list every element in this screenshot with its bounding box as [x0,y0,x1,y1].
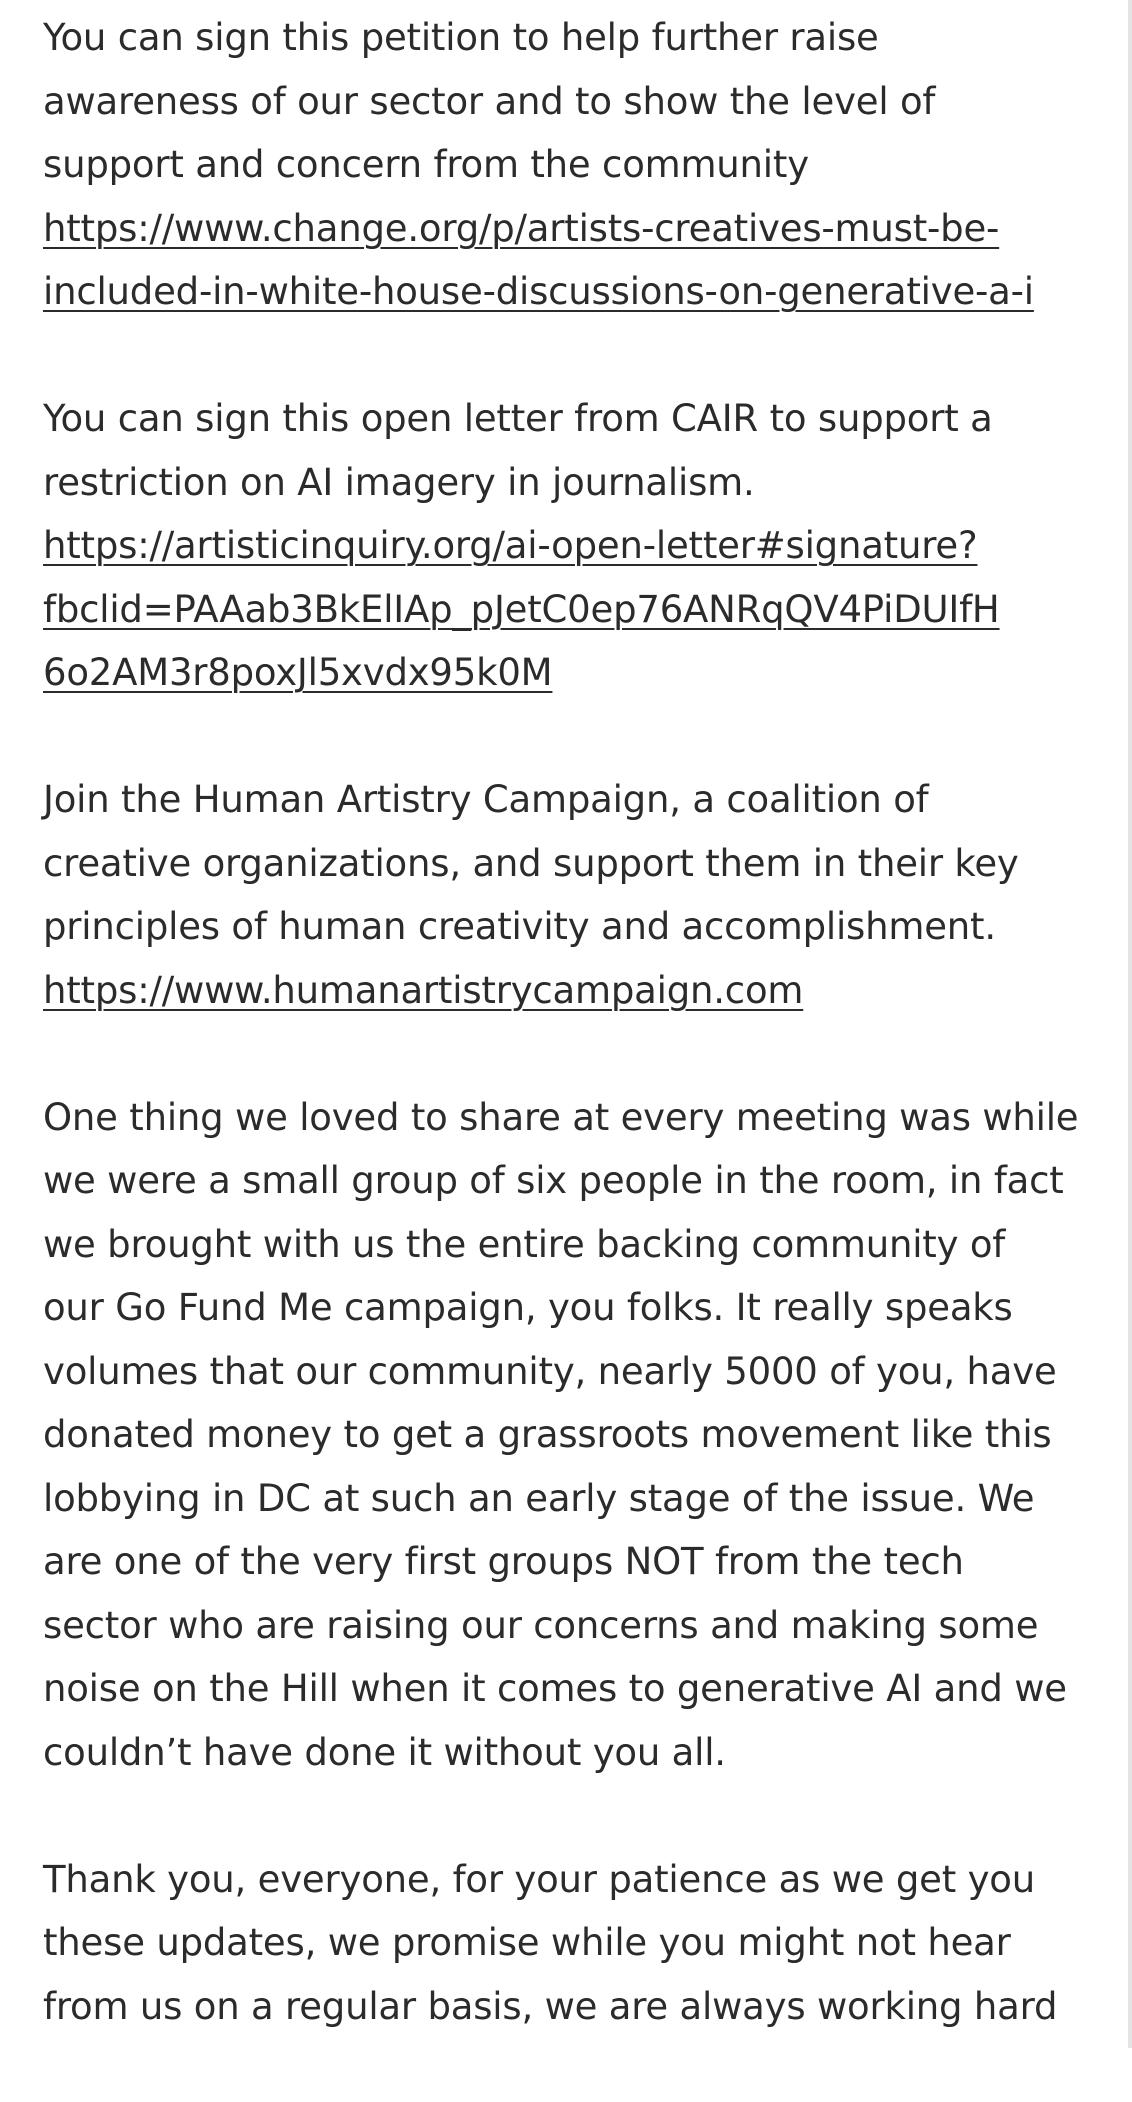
open-letter-paragraph [43,387,1123,705]
campaign-text-line: principles of human creativity and accomplishment. [43,905,996,948]
campaign-paragraph [43,768,1123,1022]
petition-link[interactable] [43,197,1123,324]
community-text-line: volumes that our community, nearly 5000 of you, have [43,1349,1057,1393]
community-text-line: are one of the very first groups NOT from the tech [43,1540,964,1583]
article-body [43,6,1123,2102]
community-text-line: couldn’t have done it without you all. [43,1730,726,1774]
thanks-text-line: Thank you, everyone, for your patience as we get you [43,1857,1035,1901]
thanks-text-line: from us on a regular basis, we are always working hard [43,1984,1058,2028]
thanks-paragraph [43,1848,1123,2039]
petition-text-line: You can sign this petition to help further raise [43,16,879,59]
petition-text-line: support and concern from the community [43,143,809,186]
campaign-text-line: creative organizations, and support them in their key [43,841,1019,885]
campaign-text-line: Join the Human Artistry Campaign, a coalition of [43,778,929,821]
campaign-link-line[interactable]: https://www.humanartistrycampaign.com [43,968,804,1012]
campaign-link[interactable] [43,959,1123,1023]
community-text-line: lobbying in DC at such an early stage of the issue. We [43,1476,1035,1520]
community-text-line: our Go Fund Me campaign, you folks. It really speaks [43,1286,1013,1329]
petition-link-line[interactable]: included-in-white-house-discussions-on-generative-a-i [43,270,1034,313]
open-letter-link-line[interactable]: 6o2AM3r8poxJl5xvdx95k0M [43,651,553,694]
thanks-text-line: these updates, we promise while you might not hear [43,1921,1011,1964]
petition-text-line: awareness of our sector and to show the level of [43,79,936,123]
community-text-line: One thing we loved to share at every meeting was while [43,1095,1079,1139]
community-text-line: we brought with us the entire backing community of [43,1222,1006,1266]
open-letter-text-line: You can sign this open letter from CAIR to support a [43,397,993,440]
open-letter-link-line[interactable]: fbclid=PAAab3BkElIAp_pJetC0ep76ANRqQV4PiDUIfH [43,587,1000,631]
petition-link-line[interactable]: https://www.change.org/p/artists-creatives-must-be- [43,206,1000,250]
open-letter-link-line[interactable]: https://artisticinquiry.org/ai-open-letter#signature? [43,524,978,567]
community-text-line: sector who are raising our concerns and making some [43,1603,1039,1647]
open-letter-text-line: restriction on AI imagery in journalism. [43,460,755,504]
community-text-line: noise on the Hill when it comes to generative AI and we [43,1667,1067,1710]
community-paragraph [43,1086,1123,1785]
page-edge-divider [1128,0,1132,2048]
open-letter-link[interactable] [43,514,1123,705]
community-text-line: we were a small group of six people in the room, in fact [43,1159,1064,1202]
petition-paragraph [43,6,1123,324]
community-text-line: donated money to get a grassroots movement like this [43,1413,1052,1456]
